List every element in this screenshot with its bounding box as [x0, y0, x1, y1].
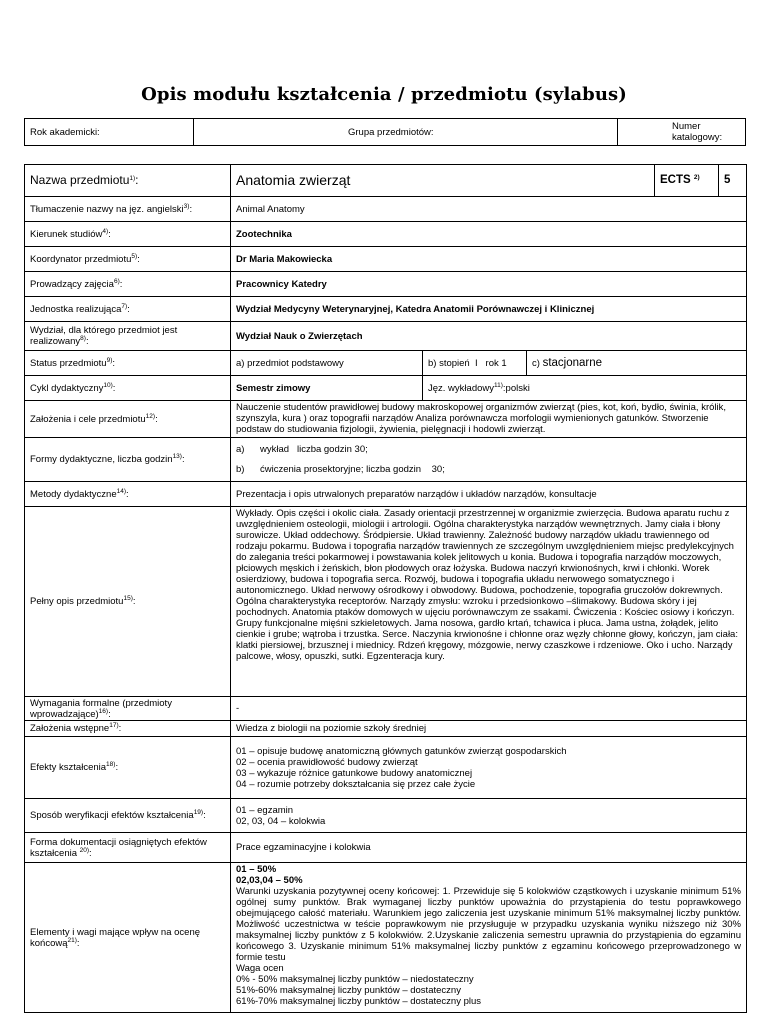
- catalog-number-label: Numer katalogowy:: [618, 119, 746, 146]
- row-learning-effects: Efekty kształcenia$^{18)}$: 01 – opisuje budowę anatomiczną głównych gatunków zwierząt gospodarskich 02 – ocenia prawidłowość budowy zwierząt 03 – wykazuje różnice gatunkowe budowy anatomicznej 04 – rozumie potrzeby dokształcania się przez całe życie: [25, 737, 747, 799]
- list-item: 04 – rozumie potrzeby dokształcania się przez całe życie: [236, 778, 476, 790]
- row-prerequisites: Założenia wstępne$^{17)}$: Wiedza z biologii na poziomie szkoły średniej: [25, 721, 747, 737]
- row-cycle: Cykl dydaktyczny$^{10)}$: Semestr zimowy Jęz. wykładowy$^{11)}$:polski: [25, 376, 747, 401]
- list-item: 02 – ocenia prawidłowość budowy zwierząt: [236, 756, 418, 768]
- row-documentation: Forma dokumentacji osiągniętych efektów kształcenia $^{20)}$: Prace egzaminacyjne i kolokwia: [25, 833, 747, 863]
- row-formal-requirements: Wymagania formalne (przedmioty wprowadzające)$^{16)}$: -: [25, 697, 747, 721]
- list-item: 01 – opisuje budowę anatomiczną głównych gatunków zwierząt gospodarskich: [236, 745, 567, 757]
- row-unit: Jednostka realizująca$^{7)}$: Wydział Medycyny Weterynaryjnej, Katedra Anatomii Porównawczej i Klinicznej: [25, 297, 747, 322]
- row-grade-weights: Elementy i wagi mające wpływ na ocenę końcową$^{21)}$: 01 – 50% 02,03,04 – 50% Warunki uzyskania pozytywnej oceny końcowej: 1. Przewiduje się 5 kolokwiów cząstkowych i uzyskanie minimum 51% ogólnej sumy punktów. Brak wymaganej liczby punktów upoważnia do przystąpienia do testu poprawkowego obejmującego całość materiału. Warunkiem jego zaliczenia jest uzyskanie minimum 51% maksymalnej liczby punktów. Możliwość uczestnictwa w teście poprawkowym nie przysługuje w przypadku uzyskania wyniku niższego niż 30% maksymalnej liczby punktów z 5 kolokwiów. 2.Uzyskanie zaliczenia semestru uprawnia do przystąpienia do egzaminu końcowego 3. Uzyskanie minimum 51% maksymalnej liczby punktów z egzaminu końcowego przeprowadzonego w formie testu Waga ocen 0% - 50% maksymalnej liczby punktów – niedostateczny 51%-60% maksymalnej liczby punktów – dostateczny 61%-70% maksymalnej liczby punktów – dostateczny plus: [25, 863, 747, 1013]
- header-table: [24, 118, 746, 146]
- page-title: Opis modułu kształcenia / przedmiotu (sylabus): [141, 84, 627, 105]
- row-verification: Sposób weryfikacji efektów kształcenia$^{19)}$: 01 – egzamin 02, 03, 04 – kolokwia: [25, 799, 747, 833]
- row-status: Status przedmiotu$^{9)}$: a) przedmiot podstawowy b) stopień I rok 1 c) stacjonarne: [25, 351, 747, 376]
- list-item: 61%-70% maksymalnej liczby punktów – dostateczny plus: [236, 996, 482, 1007]
- subject-name: Anatomia zwierząt: [231, 165, 655, 197]
- academic-year-label: Rok akademicki:: [25, 119, 194, 146]
- row-faculty: Wydział, dla którego przedmiot jest realizowany$^{8)}$: Wydział Nauk o Zwierzętach: [25, 322, 747, 351]
- row-full-description: Pełny opis przedmiotu$^{15)}$: Wykłady. Opis części i okolic ciała. Zasady orientacji przestrzennej w organizmie zwierzęcia. Budowa aparatu ruchu z uwzględnieniem osteologii, miologii i artrologii. Ogólna charakterystyka narządów wewnętrznych. Jamy ciała i błony surowicze. Układ oddechowy. Śródpiersie. Układ trawienny. Zależność budowy narządów układu trawiennego od rodzaju pokarmu. Budowa i topografia narządów trawiennych ze szczególnym uwzględnieniem miejsc predylekcyjnych do zalegania treści pokarmowej i powstawania kolek jelitowych u konia. Budowa i topografia narządów moczowych, płciowych męskich i żeńskich, błon płodowych oraz łożyska. Budowa naczyń krwionośnych, krwi i chłonki. Worek osierdziowy, budowa i topografia serca. Rozwój, budowa i topografia układu nerwowego somatycznego i autonomicznego. Układ nerwowy ośrodkowy i obwodowy. Budowa, pochodzenie, topografia gruczołów dokrewnych. Ogólna charakterystyka receptorów. Narządy zmysłu: wzroku i przedsionkowo –ślimakowy. Budowa skóry i jej pochodnych. Anatomia ptaków domowych w ujęciu porównawczym ze ssakami. Ćwiczenia : Kościec osiowy i kończyn. Grupy funkcjonalne mięśni szkieletowych. Jama nosowa, gardło krtań, tchawica i płuca. Jama ustna, żołądek, jelito cienkie i grube; wątroba i trzustka. Serce. Naczynia krwionośne i chłonne oraz węzły chłonne głowy, kończyn, jam ciała: klatki piersiowej, brzusznej i miednicy. Rdzeń kręgowy, mózgowie, nerwy czaszkowe i rdzeniowe. Oko i ucho. Narządy palcowe, włosy, opuszki, sutki. Egzenteracja kury.: [25, 507, 747, 697]
- row-methods: Metody dydaktyczne$^{14)}$: Prezentacja i opis utrwalonych preparatów narządów i układów narządów, konsultacje: [25, 482, 747, 507]
- list-item: 03 – wykazuje różnice gatunkowe budowy anatomicznej: [236, 767, 473, 779]
- list-item: 51%-60% maksymalnej liczby punktów – dostateczny: [236, 985, 461, 996]
- row-subject-name: Nazwa przedmiotu$^{1)}$: Anatomia zwierząt ECTS $^{2)}$ 5: [25, 165, 747, 197]
- row-instructor: Prowadzący zajęcia$^{6)}$: Pracownicy Katedry: [25, 272, 747, 297]
- row-goals: Założenia i cele przedmiotu$^{12)}$: Nauczenie studentów prawidłowej budowy makroskopowej organizmów zwierząt (pies, kot, koń, bydło, świnia, królik, szynszyla, kura ) oraz topografii narządów Analiza porównawcza morfologii wymienionych gatunków. Stworzenie podstaw do studiowania fizjologii, żywienia, pielęgnacji i hodowli zwierząt.: [25, 401, 747, 438]
- subject-group-label: Grupa przedmiotów:: [194, 119, 618, 146]
- ects-value: 5: [719, 165, 747, 197]
- ects-label: ECTS $^{2)}$: [655, 165, 719, 197]
- row-direction: Kierunek studiów$^{4)}$: Zootechnika: [25, 222, 747, 247]
- list-item: 0% - 50% maksymalnej liczby punktów – niedostateczny: [236, 974, 474, 985]
- row-forms: Formy dydaktyczne, liczba godzin$^{13)}$: a) wykład liczba godzin 30; b) ćwiczenia prosektoryjne; liczba godzin 30;: [25, 438, 747, 482]
- row-translation: Tłumaczenie nazwy na jęz. angielski$^{3)}$: Animal Anatomy: [25, 197, 747, 222]
- syllabus-table: [24, 164, 747, 1013]
- list-item: 02, 03, 04 – kolokwia: [236, 815, 326, 827]
- row-coordinator: Koordynator przedmiotu$^{5)}$: Dr Maria Makowiecka: [25, 247, 747, 272]
- list-item: 01 – egzamin: [236, 804, 294, 816]
